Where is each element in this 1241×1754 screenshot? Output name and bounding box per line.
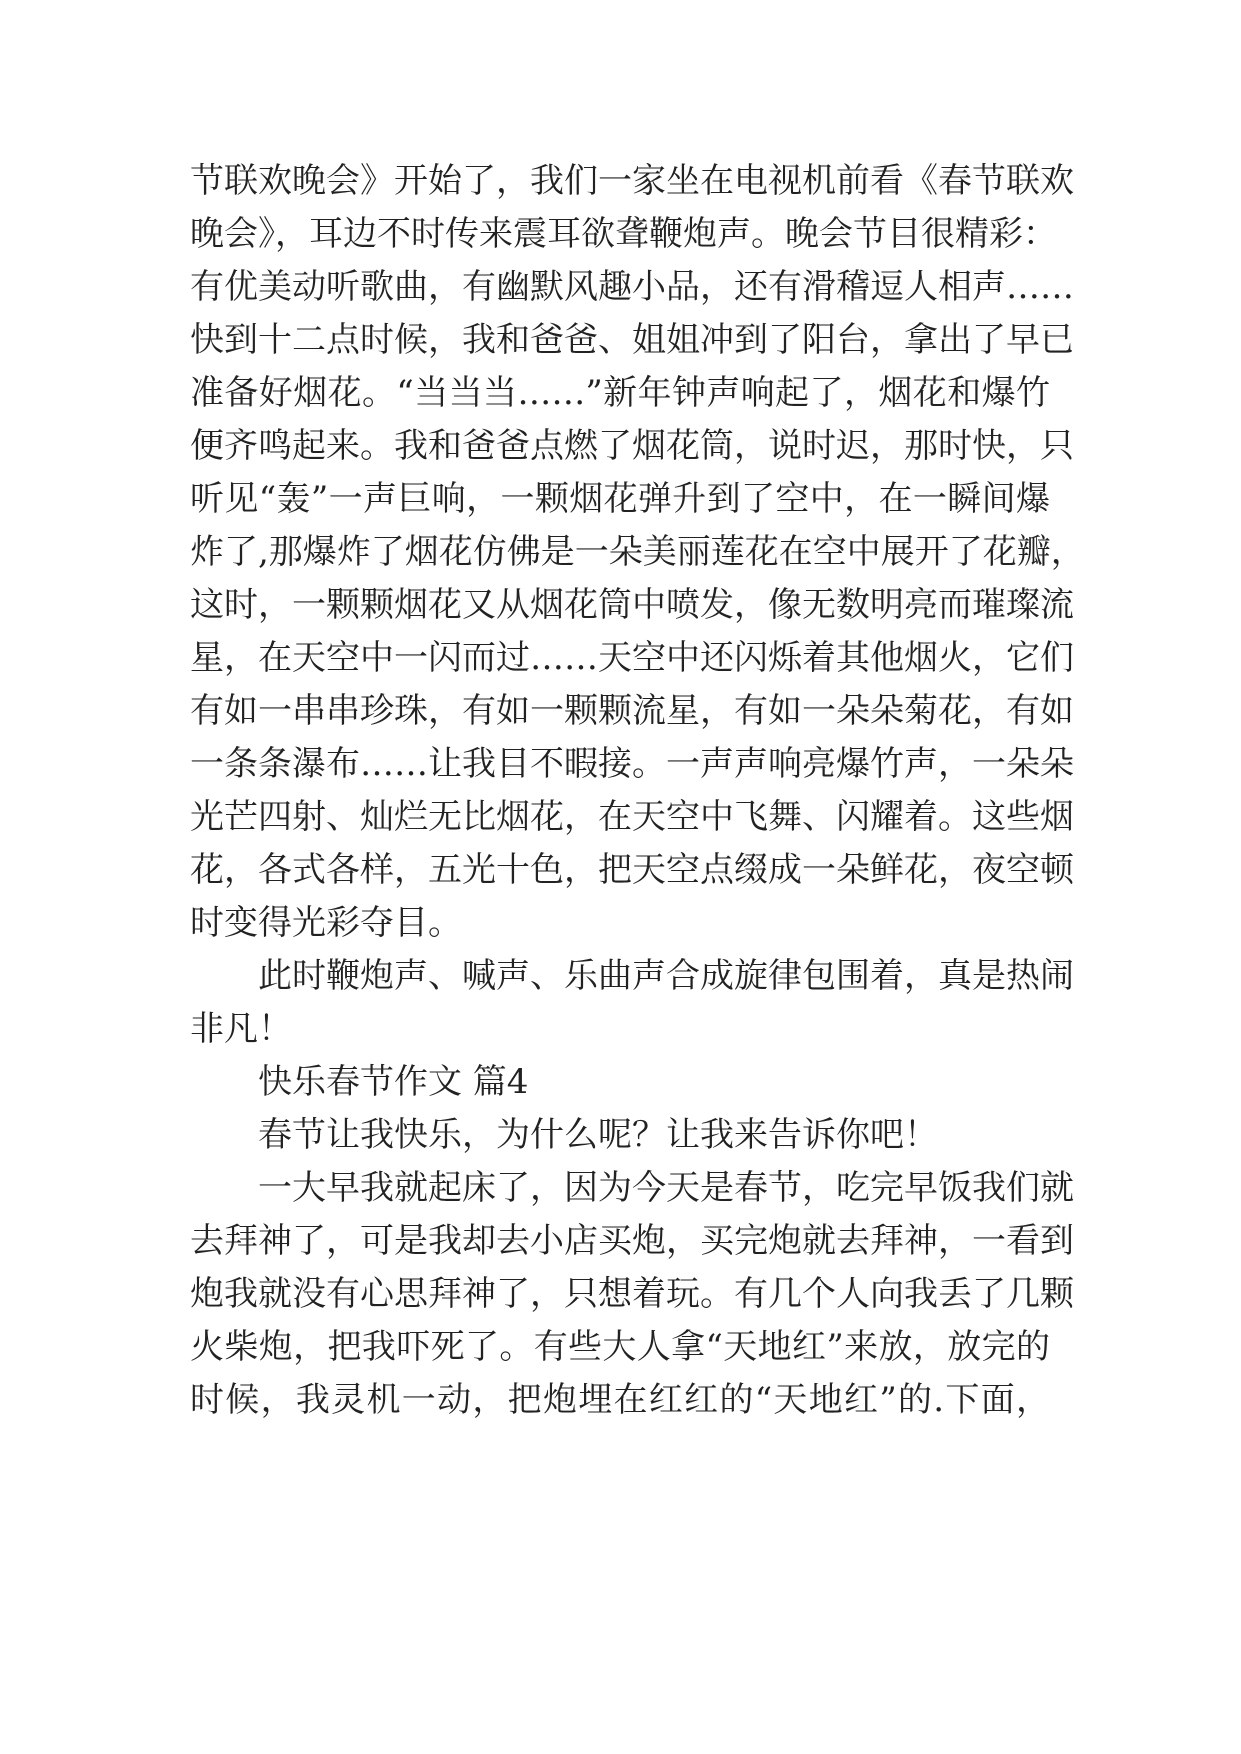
text-line: 花，各式各样，五光十色，把天空点缀成一朵鲜花，夜空顿 [190,850,1074,890]
text-line: 这时，一颗颗烟花又从烟花筒中喷发，像无数明亮而璀璨流 [190,585,1074,625]
text-line: 节联欢晚会》开始了，我们一家坐在电视机前看《春节联欢 [190,161,1074,201]
text-line: 快到十二点时候，我和爸爸、姐姐冲到了阳台，拿出了早已 [190,320,1074,360]
text-line: 有如一串串珍珠，有如一颗颗流星，有如一朵朵菊花，有如 [190,691,1074,731]
essay-body [190,155,1085,1427]
text-line: 时候，我灵机一动，把炮埋在红红的“天地红”的.下面， [190,1380,1050,1420]
text-line: 火柴炮，把我吓死了。有些大人拿“天地红”来放，放完的 [190,1327,1050,1367]
text-line: 准备好烟花。“当当当……”新年钟声响起了，烟花和爆竹 [190,373,1050,413]
text-line: 时变得光彩夺目。 [190,903,462,943]
text-line: 炮我就没有心思拜神了，只想着玩。有几个人向我丢了几颗 [190,1274,1074,1314]
text-line: 一条条瀑布……让我目不暇接。一声声响亮爆竹声，一朵朵 [190,744,1074,784]
text-line: 一大早我就起床了，因为今天是春节，吃完早饭我们就 [258,1168,1074,1208]
text-line: 炸了,那爆炸了烟花仿佛是一朵美丽莲花在空中展开了花瓣， [190,532,1085,572]
text-line: 晚会》，耳边不时传来震耳欲聋鞭炮声。晚会节目很精彩： [190,214,1057,254]
text-line: 有优美动听歌曲，有幽默风趣小品，还有滑稽逗人相声…… [190,267,1074,307]
text-line: 此时鞭炮声、喊声、乐曲声合成旋律包围着，真是热闹 [258,956,1074,996]
text-line: 星，在天空中一闪而过……天空中还闪烁着其他烟火，它们 [190,638,1074,678]
text-line: 去拜神了，可是我却去小店买炮，买完炮就去拜神，一看到 [190,1221,1074,1261]
text-line: 春节让我快乐，为什么呢？让我来告诉你吧！ [258,1115,938,1155]
text-line: 光芒四射、灿烂无比烟花，在天空中飞舞、闪耀着。这些烟 [190,797,1074,837]
text-line: 听见“轰”一声巨响，一颗烟花弹升到了空中，在一瞬间爆 [190,479,1050,519]
text-line: 便齐鸣起来。我和爸爸点燃了烟花筒，说时迟，那时快，只 [190,426,1074,466]
section-heading: 快乐春节作文 篇4 [258,1062,529,1102]
text-line: 非凡！ [190,1009,292,1049]
